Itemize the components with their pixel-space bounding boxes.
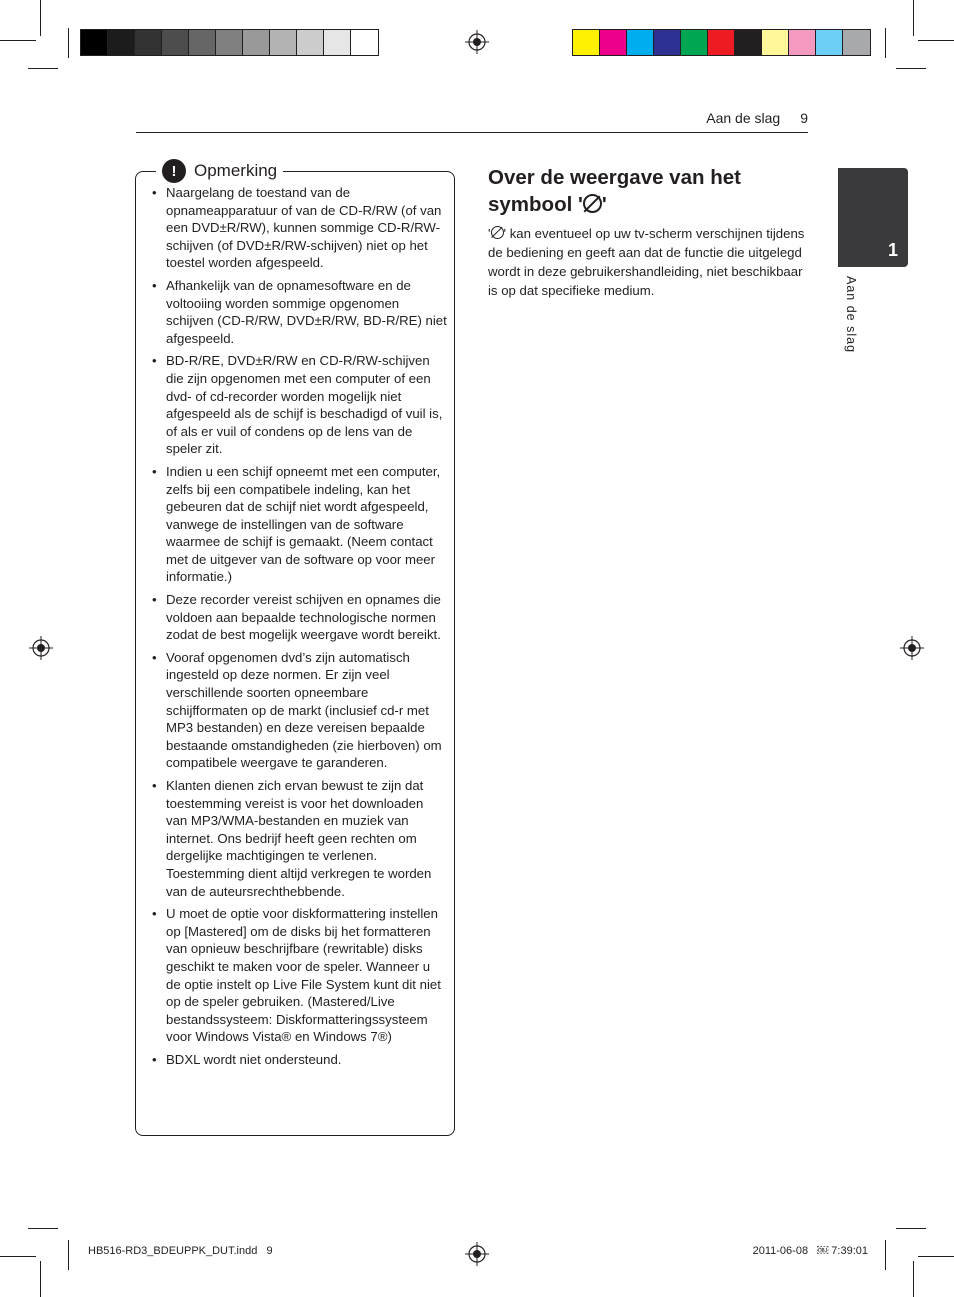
crop-mark (913, 0, 914, 36)
header-rule (136, 132, 808, 133)
crop-mark (40, 1261, 41, 1297)
crop-mark (918, 1256, 954, 1257)
crop-mark (896, 1228, 926, 1229)
exclamation-icon: ! (162, 159, 186, 183)
crop-mark (68, 1240, 69, 1270)
color-swatch (600, 30, 627, 55)
color-swatch (627, 30, 654, 55)
crop-mark (28, 68, 58, 69)
color-swatch (270, 30, 297, 55)
section-title-end: ' (601, 193, 607, 216)
color-swatch (189, 30, 216, 55)
prohibited-icon (583, 194, 602, 213)
list-item: • Klanten dienen zich ervan bewust te zijn dat toestemming vereist is voor het downloaden van MP3/WMA-bestanden en muziek van internet. Ons bedrijf heeft geen rechten om dergelijke machtigingen te verlenen. Toestemming dient altijd verkregen te worden van de auteursrechthebbende. (152, 777, 448, 900)
section-body (488, 224, 810, 300)
color-swatch (108, 30, 135, 55)
header-section: Aan de slag (706, 110, 781, 126)
color-swatch (216, 30, 243, 55)
chapter-number: 1 (887, 240, 898, 260)
color-swatch (297, 30, 324, 55)
grayscale-bar (80, 29, 379, 56)
color-swatch (243, 30, 270, 55)
crop-mark (0, 1256, 36, 1257)
registration-mark-icon (465, 1242, 489, 1266)
list-item: • U moet de optie voor diskformattering instellen op [Mastered] om de disks bij het formatteren van opnieuw beschrijfbare (rewritable) disks geschikt te maken voor de speler. Wanneer u de optie instelt op Live File System kunt dit niet op de speler gebruiken. (Mastered/Live bestandssysteem: Diskformatteringssysteem voor Windows Vista® en Windows 7®) (152, 905, 448, 1046)
color-swatch (789, 30, 816, 55)
color-swatch (135, 30, 162, 55)
registration-mark-icon (29, 636, 53, 660)
crop-mark (913, 1261, 914, 1297)
crop-mark (885, 28, 886, 58)
crop-mark (0, 40, 36, 41)
slug-filename: HB516-RD3_BDEUPPK_DUT.indd 9 (88, 1245, 273, 1257)
list-item: • Indien u een schijf opneemt met een computer, zelfs bij een compatibele indeling, kan het gebeuren dat de schijf niet wordt afgespeeld, vanwege de instellingen van de software waarmee de schijf is gemaakt. (Neem contact met de uitgever van de software op voor meer informatie.) (152, 463, 448, 586)
prohibited-icon (491, 226, 504, 239)
list-item: • Naargelang de toestand van de opnameapparatuur of van de CD-R/RW (of van een DVD±R/RW), kunnen sommige CD-R/RW-schijven (of DVD±R/RW-schijven) niet op het toestel worden afgespeeld. (152, 184, 448, 272)
color-swatch (681, 30, 708, 55)
crop-mark (918, 40, 954, 41)
note-heading (156, 159, 283, 183)
running-header (0, 110, 808, 126)
crop-mark (68, 28, 69, 58)
crop-mark (40, 0, 41, 36)
registration-mark-icon (465, 30, 489, 54)
section-body-start: ' (488, 226, 491, 241)
section-title-text: Over de weergave van het symbool ' (488, 166, 741, 216)
color-swatch (735, 30, 762, 55)
note-box (135, 161, 455, 1136)
chapter-tab (838, 168, 908, 267)
registration-mark-icon (900, 636, 924, 660)
crop-mark (896, 68, 926, 69)
section-title (488, 164, 808, 218)
list-item: • BD-R/RE, DVD±R/RW en CD-R/RW-schijven die zijn opgenomen met een computer of een dvd- of cd-recorder worden mogelijk niet afgespeeld als de schijf is beschadigd of vuil is, of als er vuil of condens op de lens van de speler zit. (152, 352, 448, 458)
color-swatch (708, 30, 735, 55)
slug-timestamp: 2011-06-08 ￼ 7:39:01 (752, 1245, 868, 1257)
crop-mark (885, 1240, 886, 1270)
color-swatch (573, 30, 600, 55)
color-swatch (654, 30, 681, 55)
list-item: • Vooraf opgenomen dvd’s zijn automatisch ingesteld op deze normen. Er zijn veel verschillende soorten opneembare schijfformaten op de markt (inclusief cd-r met MP3 bestanden) en deze vereisen bepaalde bestaande omstandigheden (zie hierboven) om compatibele weergave te garanderen. (152, 649, 448, 772)
color-swatch (324, 30, 351, 55)
color-swatch (843, 30, 870, 55)
color-bar (572, 29, 871, 56)
color-swatch (816, 30, 843, 55)
page-number: 9 (800, 110, 808, 126)
list-item: • BDXL wordt niet ondersteund. (152, 1051, 448, 1069)
color-swatch (162, 30, 189, 55)
section-body-text: ' kan eventueel op uw tv-scherm verschijnen tijdens de bediening en geeft aan dat de functie die uitgelegd wordt in deze gebruikershandleiding, niet beschikbaar is op dat specifieke medium. (488, 226, 805, 298)
list-item: • Afhankelijk van de opnamesoftware en de voltooiing worden sommige opgenomen schijven (CD-R/RW, DVD±R/RW, BD-R/RE) niet afgespeeld. (152, 277, 448, 347)
note-list (152, 184, 448, 1074)
chapter-tab-label: Aan de slag (844, 276, 858, 354)
list-item: • Deze recorder vereist schijven en opnames die voldoen aan bepaalde technologische normen zodat de best mogelijk weergave wordt bereikt. (152, 591, 448, 644)
color-swatch (81, 30, 108, 55)
note-title: Opmerking (194, 161, 278, 180)
color-swatch (351, 30, 378, 55)
color-swatch (762, 30, 789, 55)
crop-mark (28, 1228, 58, 1229)
